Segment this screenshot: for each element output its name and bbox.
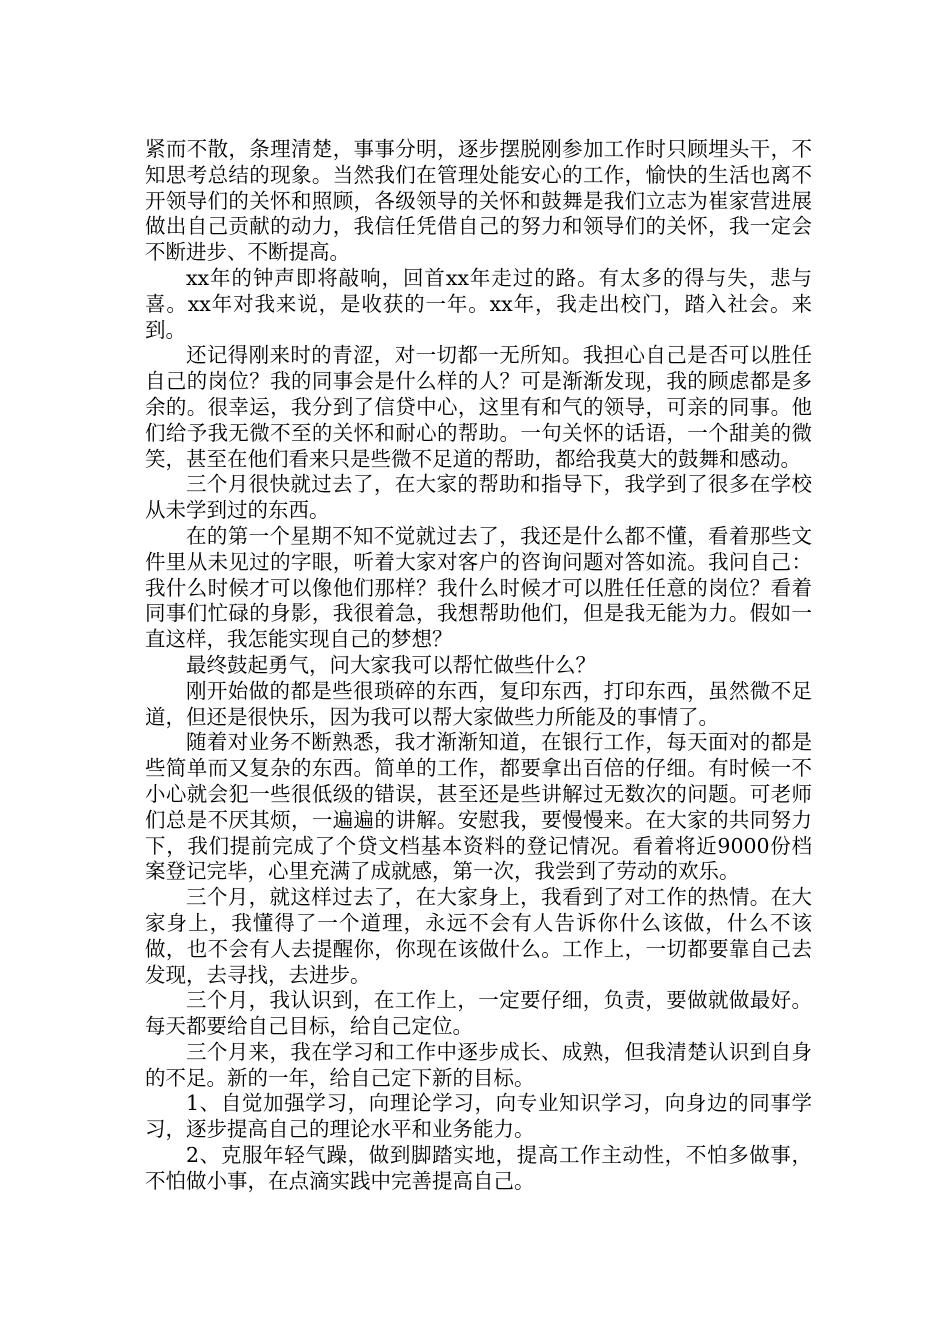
paragraph: xx年的钟声即将敲响，回首xx年走过的路。有太多的得与失，悲与喜。xx年对我来说，是收获的一年。xx年，我走出校门，踏入社会。来到。: [145, 265, 812, 342]
paragraph: 还记得刚来时的青涩，对一切都一无所知。我担心自己是否可以胜任自己的岗位？我的同事会是什么样的人？可是渐渐发现，我的顾虑都是多余的。很幸运，我分到了信贷中心，这里有和气的领导，可亲的同事。他们给予我无微不至的关怀和耐心的帮助。一句关怀的话语，一个甜美的微笑，甚至在他们看来只是些微不足道的帮助，都给我莫大的鼓舞和感动。: [145, 343, 812, 471]
document-body: [145, 137, 812, 1195]
paragraph: 三个月来，我在学习和工作中逐步成长、成熟，但我清楚认识到自身的不足。新的一年，给自己定下新的目标。: [145, 1039, 812, 1090]
list-item-goal-1: 1、自觉加强学习，向理论学习，向专业知识学习，向身边的同事学习，逐步提高自己的理论水平和业务能力。: [145, 1091, 812, 1142]
list-item-goal-2: 2、克服年轻气躁，做到脚踏实地，提高工作主动性，不怕多做事，不怕做小事，在点滴实践中完善提高自己。: [145, 1143, 812, 1193]
paragraph: 最终鼓起勇气，问大家我可以帮忙做些什么？: [186, 652, 596, 677]
paragraph: 刚开始做的都是些很琐碎的东西，复印东西，打印东西，虽然微不足道，但还是很快乐，因为我可以帮大家做些力所能及的事情了。: [145, 678, 812, 729]
paragraph-continued: 紧而不散，条理清楚，事事分明，逐步摆脱刚参加工作时只顾埋头干，不知思考总结的现象。当然我们在管理处能安心的工作，愉快的生活也离不开领导们的关怀和照顾，各级领导的关怀和鼓舞是我们立志为崔家营进展做出自己贡献的动力，我信任凭借自己的努力和领导们的关怀，我一定会不断进步、不断提高。: [145, 137, 812, 265]
paragraph: 随着对业务不断熟悉，我才渐渐知道，在银行工作，每天面对的都是些简单而又复杂的东西。简单的工作，都要拿出百倍的仔细。有时候一不小心就会犯一些很低级的错误，甚至还是些讲解过无数次的问题。可老师们总是不厌其烦，一遍遍的讲解。安慰我，要慢慢来。在大家的共同努力下，我们提前完成了个贷文档基本资料的登记情况。看着将近9000份档案登记完毕，心里充满了成就感，第一次，我尝到了劳动的欢乐。: [145, 730, 812, 884]
paragraph: 在的第一个星期不知不觉就过去了，我还是什么都不懂，看着那些文件里从未见过的字眼，听着大家对客户的咨询问题对答如流。我问自己：我什么时候才可以像他们那样？我什么时候才可以胜任任意的岗位？看着同事们忙碌的身影，我很着急，我想帮助他们，但是我无能为力。假如一直这样，我怎能实现自己的梦想？: [145, 523, 812, 652]
paragraph: 三个月，就这样过去了，在大家身上，我看到了对工作的热情。在大家身上，我懂得了一个道理，永远不会有人告诉你什么该做，什么不该做，也不会有人去提醒你，你现在该做什么。工作上，一切都要靠自己去发现，去寻找，去进步。: [145, 885, 812, 987]
paragraph: 三个月很快就过去了，在大家的帮助和指导下，我学到了很多在学校从未学到过的东西。: [145, 472, 812, 523]
paragraph: 三个月，我认识到，在工作上，一定要仔细，负责，要做就做最好。每天都要给自己目标，给自己定位。: [145, 988, 812, 1039]
